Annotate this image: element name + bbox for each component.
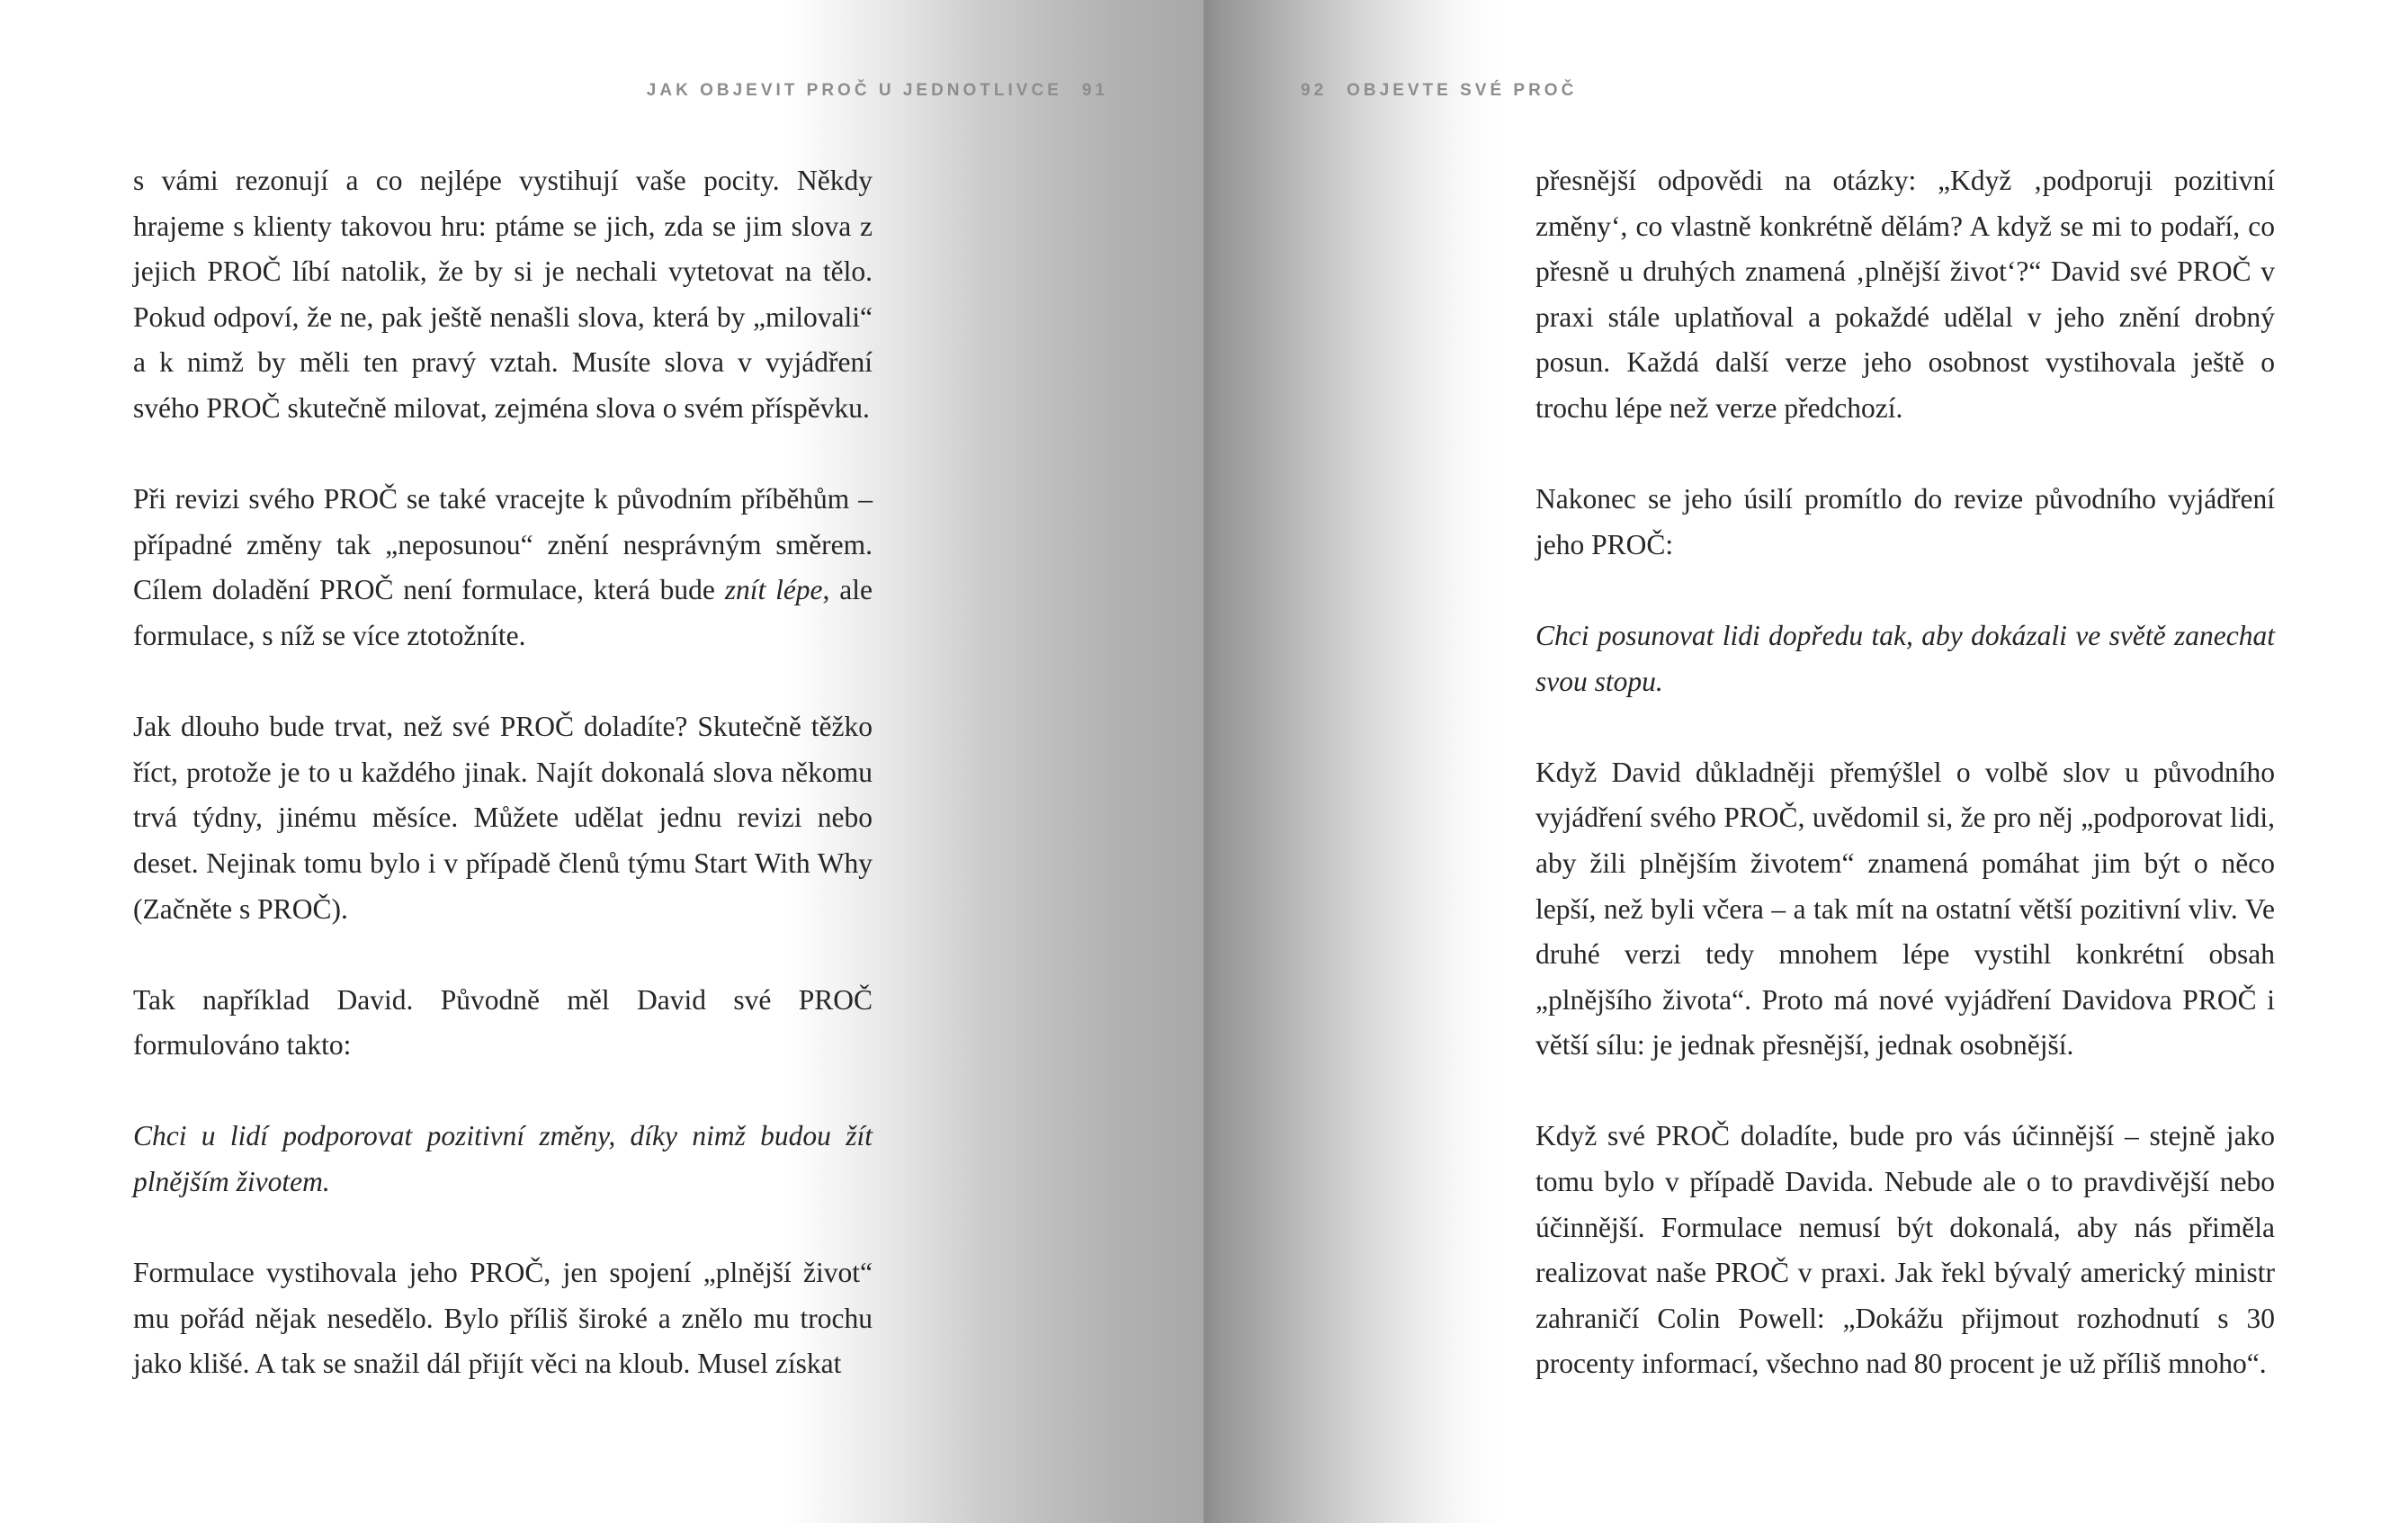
- paragraph: s vámi rezonují a co nejlépe vystihují vaše pocity. Někdy hrajeme s klienty takovou hru: ptáme se jich, zda se jim slova z jejich PROČ líbí natolik, že by si je nechali vytetovat na tělo. Pokud odpoví, že ne, pak ještě nenašli slova, která by „milovali“ a k nimž by měli ten pravý vztah. Musíte slova v vyjádření svého PROČ skutečně milovat, zejména slova o svém příspěvku.: [133, 165, 873, 424]
- paragraph-revision-before: Při revizi svého PROČ se také vracejte k původním příběhům – případné změny tak „neposunou“ znění nesprávným směrem. Cílem doladění PROČ není formulace, která bude: [133, 483, 873, 606]
- paragraph-revision-after: , ale formulace, s níž se více ztotožníte.: [133, 574, 873, 651]
- paragraph: Když své PROČ doladíte, bude pro vás účinnější – stejně jako tomu bylo v případě Davida. Nebude ale o to pravdivější nebo účinnější. Formulace nemusí být dokonalá, aby nás přiměla realizovat naše PROČ v praxi. Jak řekl bývalý americký ministr zahraničí Colin Powell: „Dokážu přijmout rozhodnutí s 30 procenty informací, všechno nad 80 procent je už příliš mnoho“.: [1535, 1120, 2275, 1380]
- right-running-head: [1301, 77, 1577, 104]
- left-page-number: 91: [1081, 81, 1108, 100]
- paragraph: Jak dlouho bude trvat, než své PROČ doladíte? Skutečně těžko říct, protože je to u každého jinak. Najít dokonalá slova někomu trvá týdny, jinému měsíce. Můžete udělat jednu revizi nebo deset. Nejinak tomu bylo i v případě členů týmu Start With Why (Začněte s PROČ).: [133, 711, 873, 925]
- paragraph: přesnější odpovědi na otázky: „Když ‚podporuji pozitivní změny‘, co vlastně konkrétně dělám? A když se mi to podaří, co přesně u druhých znamená ‚plnější život‘?“ David své PROČ v praxi stále uplatňoval a pokaždé udělal v jeho znění drobný posun. Každá další verze jeho osobnost vystihovala ještě o trochu lépe než verze předchozí.: [1535, 165, 2275, 424]
- left-running-head: [647, 77, 1108, 104]
- right-running-head-title: OBJEVTE SVÉ PROČ: [1347, 81, 1578, 100]
- emphasis-text: znít lépe: [724, 574, 823, 606]
- paragraph-revision: [133, 477, 873, 658]
- left-running-head-title: JAK OBJEVIT PROČ U JEDNOTLIVCE: [646, 81, 1062, 100]
- right-page: [1204, 0, 2407, 1523]
- left-body-text: [133, 158, 873, 1387]
- quote-revised-why: Chci posunovat lidi dopředu tak, aby dokázali ve světě zanechat svou stopu.: [1535, 619, 2275, 697]
- paragraph: Formulace vystihovala jeho PROČ, jen spojení „plnější život“ mu pořád nějak nesedělo. Bylo příliš široké a znělo mu trochu jako klišé. A tak se snažil dál přijít věci na kloub. Musel získat: [133, 1257, 873, 1380]
- paragraph: Nakonec se jeho úsilí promítlo do revize původního vyjádření jeho PROČ:: [1535, 483, 2275, 560]
- right-page-number: 92: [1301, 81, 1328, 100]
- paragraph: Tak například David. Původně měl David své PROČ formulováno takto:: [133, 983, 873, 1062]
- quote-original-why: Chci u lidí podporovat pozitivní změny, díky nimž budou žít plnějším životem.: [133, 1120, 873, 1198]
- paragraph: Když David důkladněji přemýšlel o volbě slov u původního vyjádření svého PROČ, uvědomil si, že pro něj „podporovat lidi, aby žili plnějším životem“ znamená pomáhat jim být o něco lepší, než byli včera – a tak mít na ostatní větší pozitivní vliv. Ve druhé verzi tedy mnohem lépe vystihl konkrétní obsah „plnějšího života“. Proto má nové vyjádření Davidova PROČ i větší sílu: je jednak přesnější, jednak osobnější.: [1535, 756, 2275, 1062]
- right-body-text: [1535, 158, 2275, 1387]
